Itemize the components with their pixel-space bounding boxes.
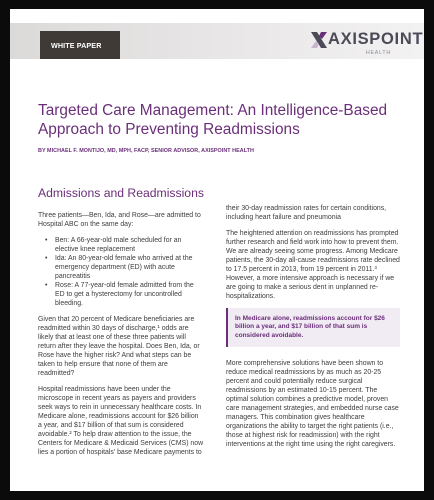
- logo-sub-text: HEALTH: [366, 50, 391, 56]
- left-column: [38, 211, 204, 464]
- body-paragraph: their 30-day readmission rates for certain conditions, including heart failure and pneumonia: [226, 205, 387, 221]
- bullet-icon: •: [45, 237, 48, 244]
- body-paragraph: The heightened attention on readmissions has prompted further research and field work into how to prevent them. We are already seeing some progress. Among Medicare patients, the 30-day all-cause readmissions rate declined to 17.5 percent in 2013, from 19 percent in 2011.³ However, a more intensive approach is necessary if we are going to make a serious dent in unplanned re-hospitalizations.: [226, 230, 400, 300]
- document-page: [10, 9, 424, 491]
- bullet-icon: •: [45, 255, 48, 262]
- list-item: [38, 254, 204, 281]
- right-column: [226, 204, 400, 456]
- pull-quote-callout: In Medicare alone, readmissions account for $26 billion a year, and $17 billion of that sum is considered avoidable.: [226, 308, 400, 347]
- axispoint-logo: [310, 29, 424, 61]
- patient-list: [38, 236, 204, 308]
- logo-brand-text: AXISPOINT: [328, 30, 424, 48]
- bullet-icon: •: [45, 282, 48, 289]
- body-paragraph: More comprehensive solutions have been shown to reduce medical readmissions by as much as 20-25 percent and could potentially reduce surgical readmissions by an estimated 10-15 percent. The optimal solution combines a predictive model, proven care management strategies, and embedded nurse case managers. This combination gives healthcare organizations the ability to target the right patients (i.e., those at highest risk for readmission) with the right interventions at the right time using the right caregivers.: [226, 360, 399, 449]
- axispoint-x-logo-icon: [310, 31, 328, 49]
- list-item-text: Ida: An 80-year-old female who arrived at the emergency department (ED) with acute pancreatitis: [55, 255, 193, 280]
- white-paper-label: WHITE PAPER: [51, 41, 102, 50]
- body-paragraph: Hospital readmissions have been under the microscope in recent years as payers and providers seek ways to rein in unnecessary healthcare costs. In Medicare alone, readmissions account for $26 billion a year, and $17 billion of that sum is considered avoidable.² To help draw attention to the issue, the Centers for Medicare & Medicaid Services (CMS) now lies a portion of hospitals' base Medicare payments to: [38, 386, 204, 456]
- list-item: [38, 236, 204, 254]
- intro-paragraph: Three patients—Ben, Ida, and Rose—are admitted to Hospital ABC on the same day:: [38, 212, 201, 228]
- document-title: Targeted Care Management: An Intelligence-Based Approach to Preventing Readmissions: [38, 102, 388, 138]
- section-heading: Admissions and Readmissions: [38, 186, 204, 200]
- body-paragraph: Given that 20 percent of Medicare beneficiaries are readmitted within 30 days of discharge,¹ odds are likely that at least one of these three patients will return after they leave the hospital. Does Ben, Ida, or Rose have the higher risk? And what steps can be taken to help ensure that none of them are readmitted?: [38, 316, 200, 377]
- list-item-text: Rose: A 77-year-old female admitted from the ED to get a hysterectomy for uncontrolled bleeding.: [55, 282, 194, 307]
- list-item-text: Ben: A 66-year-old male scheduled for an elective knee replacement: [55, 237, 182, 253]
- list-item: [38, 281, 204, 308]
- author-byline: BY MICHAEL F. MONTIJO, MD, MPH, FACP, SENIOR ADVISOR, AXISPOINT HEALTH: [38, 148, 254, 154]
